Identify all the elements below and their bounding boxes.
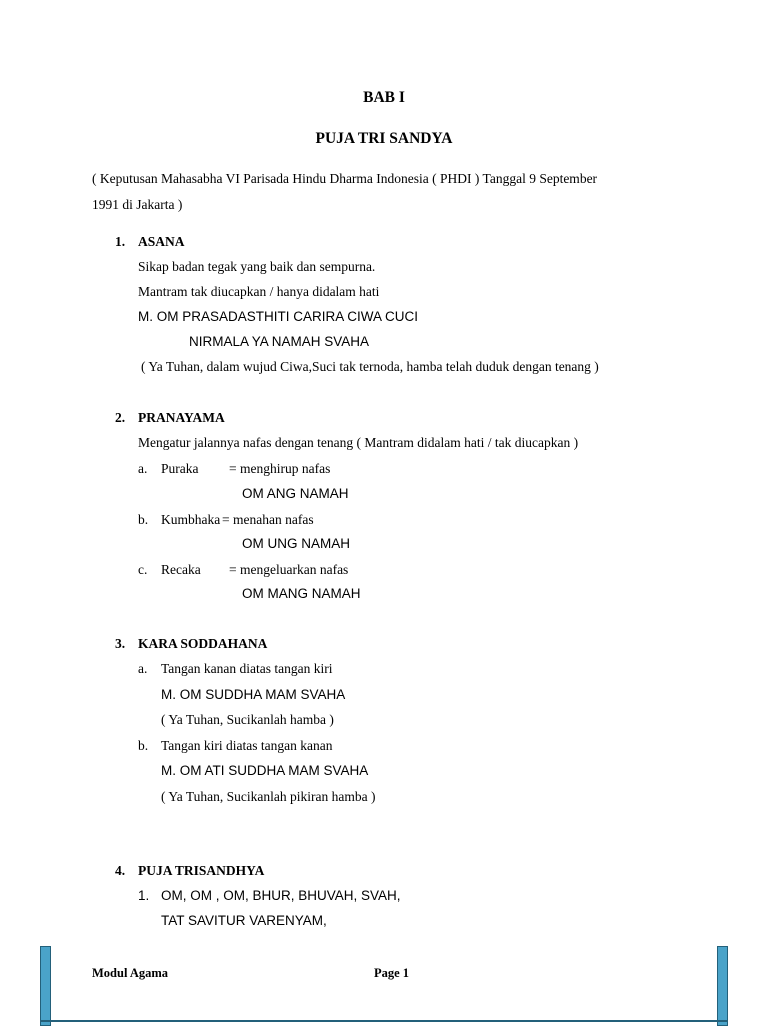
section-heading: ASANA — [138, 234, 185, 249]
mantra-meaning: ( Ya Tuhan, Sucikanlah hamba ) — [161, 712, 334, 727]
section-heading: KARA SODDAHANA — [138, 636, 268, 651]
list-definition: = menahan nafas — [222, 512, 314, 527]
list-letter: a. — [138, 661, 148, 676]
mantra-meaning: ( Ya Tuhan, dalam wujud Ciwa,Suci tak ternoda, hamba telah duduk dengan tenang ) — [141, 359, 599, 374]
body-text: Mantram tak diucapkan / hanya didalam hati — [138, 284, 380, 299]
body-text: Tangan kanan diatas tangan kiri — [161, 661, 333, 676]
list-term: Recaka — [161, 562, 201, 577]
list-letter: c. — [138, 562, 148, 577]
list-letter: a. — [138, 461, 148, 476]
section-number: 3. — [115, 636, 126, 651]
mantra-line: OM ANG NAMAH — [242, 486, 349, 501]
intro-line-2: 1991 di Jakarta ) — [92, 197, 183, 212]
mantra-line: M. OM SUDDHA MAM SVAHA — [161, 687, 346, 702]
body-text: Tangan kiri diatas tangan kanan — [161, 738, 333, 753]
section-number: 2. — [115, 410, 126, 425]
body-text: Sikap badan tegak yang baik dan sempurna. — [138, 259, 376, 274]
footer-divider — [40, 1020, 728, 1022]
mantra-line: M. OM PRASADASTHITI CARIRA CIWA CUCI — [138, 309, 419, 324]
footer-module-name: Modul Agama — [92, 966, 169, 980]
list-definition: = menghirup nafas — [229, 461, 331, 476]
list-definition: = mengeluarkan nafas — [229, 562, 349, 577]
mantra-line: OM, OM , OM, BHUR, BHUVAH, SVAH, — [161, 888, 401, 903]
list-term: Puraka — [161, 461, 199, 476]
list-letter: b. — [138, 512, 149, 527]
mantra-line: OM MANG NAMAH — [242, 586, 361, 601]
footer-page-number: Page 1 — [374, 966, 410, 980]
body-text: Mengatur jalannya nafas dengan tenang ( Mantram didalam hati / tak diucapkan ) — [138, 435, 579, 450]
section-heading: PRANAYAMA — [138, 410, 225, 425]
mantra-line: M. OM ATI SUDDHA MAM SVAHA — [161, 763, 369, 778]
mantra-line: TAT SAVITUR VARENYAM, — [161, 913, 327, 928]
list-term: Kumbhaka — [161, 512, 221, 527]
list-letter: b. — [138, 738, 149, 753]
section-heading: PUJA TRISANDHYA — [138, 863, 265, 878]
footer-right-accent-bar — [717, 946, 728, 1026]
section-number: 4. — [115, 863, 126, 878]
mantra-line: OM UNG NAMAH — [242, 536, 350, 551]
chapter-title: BAB I — [363, 89, 405, 106]
mantra-meaning: ( Ya Tuhan, Sucikanlah pikiran hamba ) — [161, 789, 376, 804]
footer-left-accent-bar — [40, 946, 51, 1026]
section-number: 1. — [115, 234, 126, 249]
intro-line-1: ( Keputusan Mahasabha VI Parisada Hindu Dharma Indonesia ( PHDI ) Tanggal 9 September — [92, 171, 598, 186]
document-title: PUJA TRI SANDYA — [315, 130, 453, 147]
list-number: 1. — [138, 888, 150, 903]
mantra-line: NIRMALA YA NAMAH SVAHA — [189, 334, 370, 349]
